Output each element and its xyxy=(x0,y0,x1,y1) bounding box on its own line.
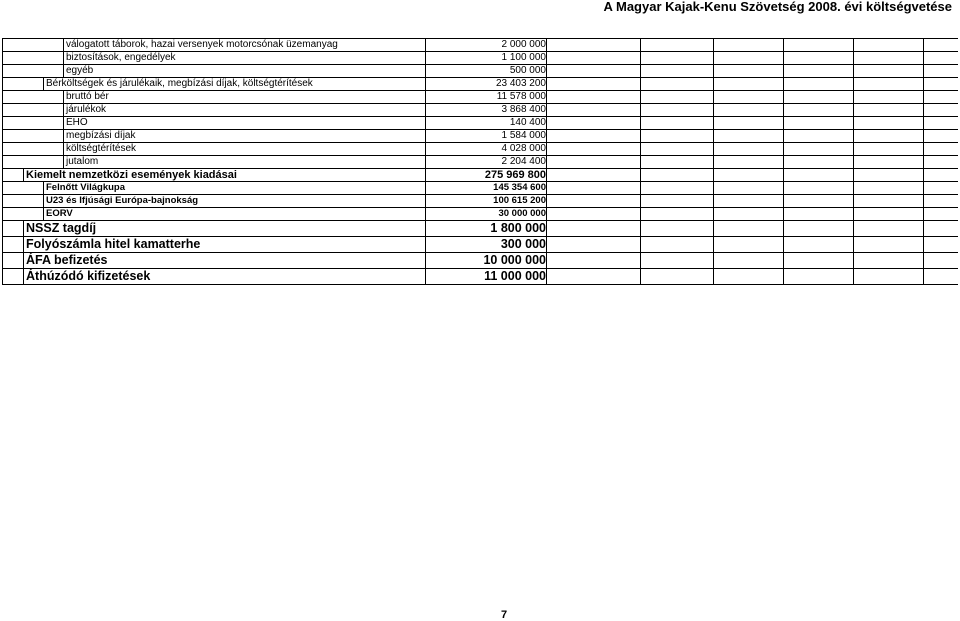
row-label: Folyószámla hitel kamatterhe xyxy=(23,237,200,252)
row-label: bruttó bér xyxy=(63,91,109,103)
table-row xyxy=(3,208,958,221)
column-divider xyxy=(640,39,641,284)
row-label: megbízási díjak xyxy=(63,130,135,142)
page-title: A Magyar Kajak-Kenu Szövetség 2008. évi költségvetése xyxy=(603,0,952,14)
table-row xyxy=(3,78,958,91)
row-value: 11 000 000 xyxy=(425,269,548,284)
row-value: 100 615 200 xyxy=(425,195,548,207)
row-label: Bérköltségek és járulékaik, megbízási díjak, költségtérítések xyxy=(43,78,313,90)
row-label: EHO xyxy=(63,117,88,129)
table-row xyxy=(3,117,958,130)
table-row xyxy=(3,143,958,156)
row-label: válogatott táborok, hazai versenyek motorcsónak üzemanyag xyxy=(63,39,338,51)
budget-rows xyxy=(3,39,958,285)
row-value: 140 400 xyxy=(425,117,548,129)
row-label: jutalom xyxy=(63,156,98,168)
table-row xyxy=(3,104,958,117)
table-row xyxy=(3,65,958,78)
column-divider xyxy=(546,39,547,284)
row-label: EORV xyxy=(43,208,73,220)
table-row xyxy=(3,253,958,269)
row-value: 23 403 200 xyxy=(425,78,548,90)
table-row xyxy=(3,130,958,143)
column-divider xyxy=(853,39,854,284)
column-divider xyxy=(783,39,784,284)
row-value: 11 578 000 xyxy=(425,91,548,103)
table-row xyxy=(3,39,958,52)
row-value: 2 000 000 xyxy=(425,39,548,51)
row-value: 300 000 xyxy=(425,237,548,252)
row-value: 4 028 000 xyxy=(425,143,548,155)
row-value: 275 969 800 xyxy=(425,169,548,181)
table-row xyxy=(3,269,958,285)
row-value: 30 000 000 xyxy=(425,208,548,220)
row-value: 10 000 000 xyxy=(425,253,548,268)
row-label: biztosítások, engedélyek xyxy=(63,52,176,64)
table-row xyxy=(3,91,958,104)
row-value: 3 868 400 xyxy=(425,104,548,116)
table-row xyxy=(3,169,958,182)
row-label: költségtérítések xyxy=(63,143,136,155)
row-value: 1 584 000 xyxy=(425,130,548,142)
page-number: 7 xyxy=(501,609,508,621)
table-row xyxy=(3,52,958,65)
budget-table xyxy=(2,38,958,285)
row-label: Áthúzódó kifizetések xyxy=(23,269,150,284)
row-value: 2 204 400 xyxy=(425,156,548,168)
row-value: 500 000 xyxy=(425,65,548,77)
row-label: Felnőtt Világkupa xyxy=(43,182,125,194)
row-label: járulékok xyxy=(63,104,106,116)
column-divider xyxy=(923,39,924,284)
column-divider xyxy=(713,39,714,284)
table-row xyxy=(3,221,958,237)
table-row xyxy=(3,182,958,195)
table-row xyxy=(3,237,958,253)
table-row xyxy=(3,195,958,208)
row-label: NSSZ tagdíj xyxy=(23,221,96,236)
row-value: 1 800 000 xyxy=(425,221,548,236)
table-row xyxy=(3,156,958,169)
row-label: U23 és Ifjúsági Európa-bajnokság xyxy=(43,195,198,207)
row-value: 145 354 600 xyxy=(425,182,548,194)
row-label: egyéb xyxy=(63,65,93,77)
row-value: 1 100 000 xyxy=(425,52,548,64)
row-label: ÁFA befizetés xyxy=(23,253,108,268)
row-label: Kiemelt nemzetközi események kiadásai xyxy=(23,169,237,181)
